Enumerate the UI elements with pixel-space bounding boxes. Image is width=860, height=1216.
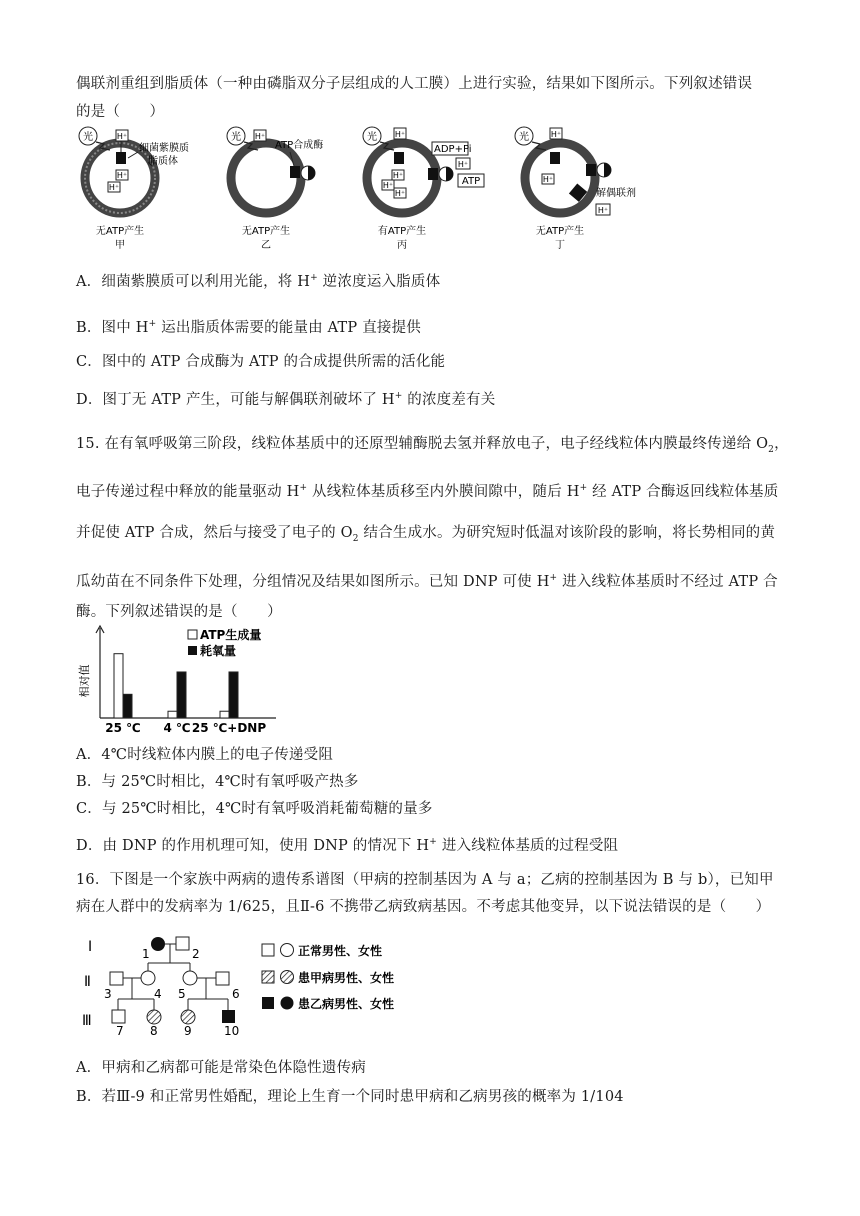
legend-swatch-atp (188, 630, 197, 639)
svg-text:H⁺: H⁺ (457, 160, 469, 169)
svg-text:ATP: ATP (461, 176, 481, 187)
liposome-figure (76, 122, 676, 257)
individual-I-2 (176, 937, 189, 950)
svg-text:H⁺: H⁺ (116, 171, 128, 180)
pedigree-chart (80, 925, 420, 1037)
svg-text:H⁺: H⁺ (254, 132, 266, 141)
panel-bing (363, 127, 484, 251)
bacteriorhodopsin-icon (116, 152, 126, 164)
svg-text:脂质体: 脂质体 (148, 156, 178, 167)
svg-text:无ATP产生: 无ATP产生 (241, 226, 291, 237)
individual-II-3 (110, 972, 123, 985)
svg-text:细菌紫膜质: 细菌紫膜质 (139, 143, 189, 154)
q15-option-d: D．由 DNP 的作用机理可知，使用 DNP 的情况下 H+ 进入线粒体基质的过程受阻 (76, 837, 619, 854)
legend-swatch-oxygen (188, 646, 197, 655)
svg-text:H⁺: H⁺ (108, 183, 120, 192)
individual-III-10 (222, 1010, 235, 1023)
x-tick-label-2: 25 ℃+DNP (191, 721, 267, 735)
bar-atp-1 (168, 711, 177, 718)
individual-III-9 (181, 1010, 195, 1024)
individual-III-7 (112, 1010, 125, 1023)
gen-label-3: Ⅲ (82, 1013, 92, 1029)
svg-text:光: 光 (519, 132, 529, 143)
svg-text:无ATP产生: 无ATP产生 (95, 226, 145, 237)
bar-oxygen-1 (177, 672, 186, 718)
svg-text:H⁺: H⁺ (382, 181, 394, 190)
svg-text:5: 5 (178, 987, 186, 1001)
svg-text:H⁺: H⁺ (597, 206, 609, 215)
svg-text:1: 1 (142, 947, 150, 961)
q14-option-b: B．图中 H+ 运出脂质体需要的能量由 ATP 直接提供 (76, 319, 421, 336)
svg-text:H⁺: H⁺ (542, 175, 554, 184)
svg-text:丁: 丁 (555, 240, 565, 251)
bar-oxygen-0 (123, 694, 132, 718)
individual-II-5 (183, 971, 197, 985)
bar-atp-2 (220, 711, 229, 718)
svg-text:H⁺: H⁺ (394, 130, 406, 139)
q15-stem-line4: 瓜幼苗在不同条件下处理，分组情况及结果如图所示。已知 DNP 可使 H+ 进入线粒体基质时不经过 ATP 合 (76, 573, 778, 590)
q16-stem-line2: 病在人群中的发病率为 1/625，且Ⅱ-6 不携带乙病致病基因。不考虑其他变异，以下说法错误的是（ ） (76, 899, 771, 915)
svg-text:光: 光 (83, 132, 93, 143)
svg-text:ATP合成酶: ATP合成酶 (275, 140, 324, 151)
svg-text:6: 6 (232, 987, 240, 1001)
x-tick-label-0: 25 ℃ (105, 721, 141, 735)
svg-text:乙: 乙 (261, 240, 271, 251)
individual-II-6 (216, 972, 229, 985)
svg-text:9: 9 (184, 1024, 192, 1038)
legend-disease-b: 患乙病男性、女性 (298, 997, 395, 1011)
bar-atp-0 (114, 654, 123, 718)
svg-text:光: 光 (231, 132, 241, 143)
q15-option-b: B．与 25℃时相比，4℃时有氧呼吸产热多 (76, 774, 359, 790)
q14-option-a: A．细菌紫膜质可以利用光能，将 H+ 逆浓度运入脂质体 (76, 273, 441, 290)
svg-text:光: 光 (367, 132, 377, 143)
legend-oxygen: 耗氧量 (200, 644, 237, 658)
q14-option-d: D．图丁无 ATP 产生，可能与解偶联剂破坏了 H+ 的浓度差有关 (76, 391, 496, 408)
legend-normal: 正常男性、女性 (298, 944, 383, 958)
y-axis-label: 相对值 (78, 664, 91, 698)
gen-label-1: Ⅰ (88, 939, 93, 955)
q16-option-b: B．若Ⅲ-9 和正常男性婚配，理论上生育一个同时患甲病和乙病男孩的概率为 1/104 (76, 1089, 624, 1105)
svg-text:10: 10 (224, 1024, 240, 1038)
svg-text:8: 8 (150, 1024, 158, 1038)
svg-text:无ATP产生: 无ATP产生 (535, 226, 585, 237)
panel-jia (79, 127, 189, 251)
svg-text:H⁺: H⁺ (116, 132, 128, 141)
svg-text:H⁺: H⁺ (394, 189, 406, 198)
q15-stem-line2: 电子传递过程中释放的能量驱动 H+ 从线粒体基质移至内外膜间隙中，随后 H+ 经 ATP 合酶返回线粒体基质 (76, 483, 779, 500)
legend-disease-a: 患甲病男性、女性 (298, 971, 395, 985)
q15-option-a: A．4℃时线粒体内膜上的电子传递受阻 (76, 747, 334, 763)
q15-stem-line3: 并促使 ATP 合成，然后与接受了电子的 $O_2$ 结合生成水。为研究短时低温对该阶段的影响，将长势相同的黄 (76, 525, 776, 544)
q15-stem-line5: 酶。下列叙述错误的是（ ） (76, 604, 282, 620)
atp-synthase-icon (290, 166, 300, 178)
svg-text:丙: 丙 (397, 240, 407, 251)
svg-text:3: 3 (104, 987, 112, 1001)
svg-text:H⁺: H⁺ (550, 130, 562, 139)
svg-text:4: 4 (154, 987, 162, 1001)
atp-oxygen-bar-chart (80, 624, 290, 736)
svg-text:7: 7 (116, 1024, 124, 1038)
svg-text:甲: 甲 (115, 240, 125, 251)
svg-text:H⁺: H⁺ (392, 171, 404, 180)
x-tick-label-1: 4 ℃ (163, 721, 191, 735)
q14-stem-line2: 的是（ ） (76, 104, 165, 120)
bar-oxygen-2 (229, 672, 238, 718)
panel-yi (227, 127, 323, 251)
q15-stem-line1: 15. 在有氧呼吸第三阶段，线粒体基质中的还原型辅酶脱去氢并释放电子，电子经线粒体内膜最终传递给 $O_2$， (76, 436, 789, 455)
q15-option-c: C．与 25℃时相比，4℃时有氧呼吸消耗葡萄糖的量多 (76, 801, 433, 817)
gen-label-2: Ⅱ (84, 974, 91, 990)
q14-option-c: C．图中的 ATP 合成酶为 ATP 的合成提供所需的活化能 (76, 354, 446, 370)
q14-stem-line1: 偶联剂重组到脂质体（一种由磷脂双分子层组成的人工膜）上进行实验，结果如下图所示。下列叙述错误 (76, 76, 753, 92)
q16-option-a: A．甲病和乙病都可能是常染色体隐性遗传病 (76, 1060, 366, 1076)
svg-text:解偶联剂: 解偶联剂 (596, 188, 636, 199)
individual-III-8 (147, 1010, 161, 1024)
svg-text:2: 2 (192, 947, 200, 961)
svg-text:有ATP产生: 有ATP产生 (377, 226, 427, 237)
panel-ding (515, 127, 636, 251)
svg-text:ADP+Pi: ADP+Pi (434, 144, 472, 155)
individual-II-4 (141, 971, 155, 985)
legend-atp: ATP生成量 (200, 628, 262, 642)
individual-I-1 (151, 937, 165, 951)
q16-stem-line1: 16．下图是一个家族中两病的遗传系谱图（甲病的控制基因为 A 与 a；乙病的控制基因为 B 与 b），已知甲 (76, 872, 774, 888)
